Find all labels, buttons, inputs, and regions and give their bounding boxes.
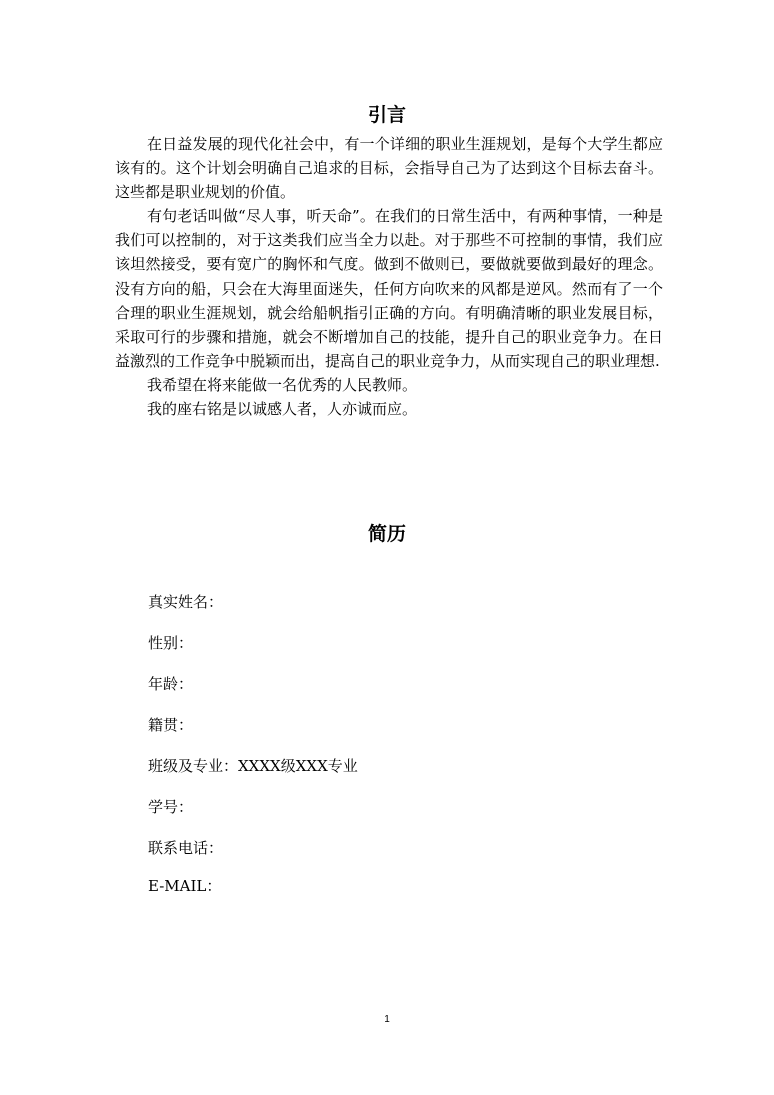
intro-paragraph-goal: 我希望在将来能做一名优秀的人民教师。 — [147, 375, 418, 394]
page-number: 1 — [384, 1014, 390, 1025]
resume-field-class-major: 班级及专业：XXXX级XXX专业 — [148, 757, 358, 775]
intro-paragraph-purpose: 在日益发展的现代化社会中，有一个详细的职业生涯规划，是每个大学生都应该有的。这个计划会明确自己追求的目标，会指导自己为了达到这个目标去奋斗。这些都是职业规划的价值。 — [115, 135, 663, 202]
resume-field-name: 真实姓名： — [148, 593, 224, 611]
resume-title: 简历 — [367, 523, 406, 545]
resume-fields — [148, 590, 668, 915]
intro-paragraph-saying: 有句老话叫做“尽人事，听天命”。在我们的日常生活中，有两种事情，一种是我们可以控制的，对于这类我们应当全力以赴。对于那些不可控制的事情，我们应该坦然接受，要有宽广的胸怀和气度。做到不做则已，要做就要做到最好的理念。没有方向的船，只会在大海里面迷失，任何方向吹来的风都是逆风。然而有了一个合理的职业生涯规划，就会给船帆指引正确的方向。有明确清晰的职业发展目标，采取可行的步骤和措施，就会不断增加自己的技能，提升自己的职业竞争力。在日益激烈的工作竞争中脱颖而出，提高自己的职业竞争力，从而实现自己的职业理想. — [115, 207, 663, 370]
resume-field-hometown: 籍贯： — [148, 716, 194, 734]
resume-field-phone: 联系电话： — [148, 839, 224, 857]
intro-body — [115, 132, 663, 421]
resume-field-gender: 性别： — [148, 634, 194, 652]
resume-field-student-id: 学号： — [148, 798, 194, 816]
intro-paragraph-motto: 我的座右铭是以诚感人者，人亦诚而应。 — [147, 400, 418, 419]
intro-title: 引言 — [367, 104, 406, 126]
resume-field-email: E-MAIL： — [148, 877, 222, 895]
resume-field-age: 年龄： — [148, 675, 194, 693]
